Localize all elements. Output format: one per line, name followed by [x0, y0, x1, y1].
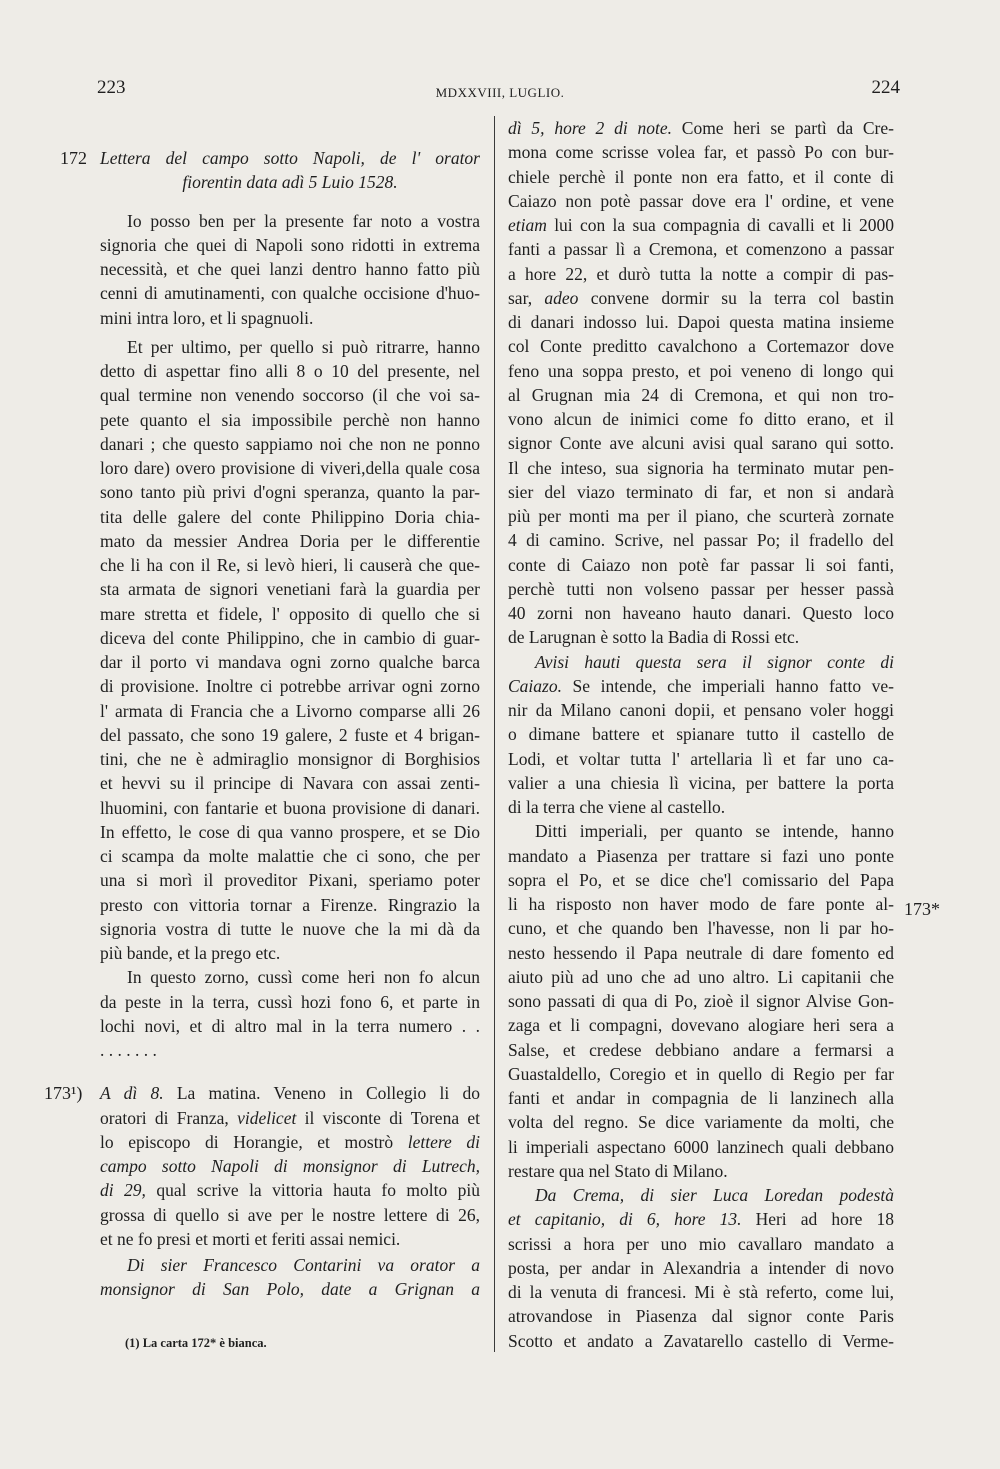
text-line: [100, 408, 480, 432]
text-line: [508, 213, 894, 237]
text-run: tita delle galere del conte Philippino Doria chia-: [100, 506, 480, 527]
text-run: Il che inteso, sua signoria ha terminato mutar pen-: [508, 457, 894, 478]
text-run: sono passati di qua di Po, zioè il signor Alvise Gon-: [508, 991, 894, 1011]
text-run: fanti et andar in compagnia de li lanzinech alla: [508, 1088, 894, 1108]
paragraph: [508, 819, 894, 1183]
text-line: [100, 1106, 480, 1130]
italic-run: Da Crema, di sier Luca Loredan podestà: [535, 1185, 894, 1205]
running-head: MDXXVIII, LUGLIO.: [435, 85, 565, 100]
text-run: del passato, che sono 19 galere, 2 fuste et 4 brigan-: [100, 724, 480, 745]
text-line: [100, 170, 480, 194]
text-line: [100, 699, 480, 723]
text-run: che li ha con il Re, si levò hieri, li causerà che que-: [100, 555, 480, 575]
text-line: [508, 189, 894, 213]
paragraph: [508, 650, 894, 820]
text-run: Salse, et credese debbiano andare a fermarsi a: [508, 1039, 894, 1060]
text-run: mare stretta et fidele, l' opposito di quello che si: [100, 603, 480, 624]
text-line: [100, 505, 480, 529]
text-line: [508, 1183, 894, 1207]
text-line: [508, 310, 894, 334]
italic-run: Caiazo.: [508, 675, 562, 696]
italic-run: Di sier Francesco Contarini va orator a: [127, 1255, 480, 1275]
text-line: [508, 334, 894, 358]
text-line: [508, 844, 894, 868]
text-line: [100, 146, 480, 170]
text-run: et hevvi su il principe di Navara con assai zenti-: [100, 773, 480, 794]
text-line: [508, 165, 894, 189]
text-run: Se intende, che imperiali hanno fatto ve-: [561, 675, 894, 696]
text-run: di danari indosso lui. Dapoi questa matina insieme: [508, 312, 894, 332]
text-run: l' armata di Francia che a Livorno comparse alli 26: [100, 700, 480, 721]
text-line: [508, 1256, 894, 1280]
text-line: [508, 262, 894, 286]
text-line: [100, 796, 480, 820]
text-run: valier a una chiesia lì vicina, per battere la porta: [508, 772, 894, 793]
italic-run: Avisi hauti questa sera il signor conte di: [535, 651, 894, 672]
text-run: tini, che ne è admiraglio monsignor di Borghisios: [100, 749, 480, 769]
text-run: perchè tutti non volseno passar per hesser passà: [508, 578, 894, 599]
text-line: [100, 529, 480, 553]
text-line: [508, 480, 894, 504]
text-line: [100, 650, 480, 674]
text-line: [508, 868, 894, 892]
italic-run: et capitanio, di 6, hore 13.: [508, 1209, 742, 1230]
text-line: [508, 795, 894, 819]
text-line: [508, 1038, 894, 1062]
column-divider: [494, 116, 495, 1352]
text-run: loro dare) overo provisione di viveri,della quale cosa: [100, 458, 480, 478]
text-line: [508, 601, 894, 625]
text-line: [508, 359, 894, 383]
text-run: sopra el Po, et se dice che'l comissario del Papa: [508, 869, 894, 890]
text-line: [508, 286, 894, 310]
text-run: detto di aspettar fino alli 8 o 10 del presente, nel: [100, 361, 480, 381]
text-line: [100, 602, 480, 626]
text-line: [100, 1038, 480, 1062]
margin-note-172: 172: [60, 148, 87, 168]
text-run: La matina. Veneno in Collegio li do: [163, 1083, 480, 1104]
text-line: [508, 674, 894, 698]
text-line: [100, 209, 480, 233]
text-line: [100, 1130, 480, 1154]
right-column: [508, 116, 894, 1353]
text-run: di la venuta di francesi. Mi è stà referto, come lui,: [508, 1282, 894, 1302]
text-line: [100, 1154, 480, 1178]
italic-run: dì 5, hore 2 di note.: [508, 118, 672, 138]
text-line: [508, 965, 894, 989]
text-run: li ha risposto non haver modo de fare ponte al-: [508, 894, 894, 914]
text-run: di provisione. Inoltre ci potrebbe arrivar ogni zorno: [100, 676, 480, 697]
italic-run: videlicet: [237, 1107, 297, 1128]
text-line: [508, 577, 894, 601]
text-run: fanti a passar lì a Cremona, et comenzono a passar: [508, 239, 894, 260]
text-line: [100, 1227, 480, 1251]
text-line: [508, 504, 894, 528]
text-line: [508, 1135, 894, 1159]
text-run: danari ; che questo sappiamo noi che non ne ponno: [100, 433, 480, 454]
text-run: sier del viazo terminato di far, et non si andarà: [508, 481, 894, 502]
text-run: presto con vittoria tornar a Firenze. Ringrazio la: [100, 894, 480, 915]
text-line: [508, 116, 894, 140]
text-line: [100, 553, 480, 577]
text-line: [508, 1207, 894, 1231]
text-run: posta, per andar in Alexandria a intender di novo: [508, 1257, 894, 1278]
text-run: da peste in la terra, cussì hozi fono 6, et parte in: [100, 991, 480, 1012]
text-run: . . . . . . .: [100, 1040, 157, 1060]
text-run: lui con la sua compagnia di cavalli et li 2000: [546, 215, 894, 235]
letter-heading: [100, 146, 480, 195]
text-line: [100, 1253, 480, 1277]
footnote: (1) La carta 172* è bianca.: [125, 1336, 267, 1350]
text-run: Guastaldello, Coregio et in quello di Regio per far: [508, 1063, 894, 1084]
italic-run: lettere di: [407, 1131, 480, 1152]
text-run: zaga et li compagni, dovevano alogiare heri sera a: [508, 1015, 894, 1036]
text-run: li imperiali aspectano 6000 lanzinech quali debbano: [508, 1136, 894, 1157]
text-line: [508, 698, 894, 722]
text-line: [508, 941, 894, 965]
text-run: nesto hessendo il Papa neutrale di dare fomento ed: [508, 942, 894, 963]
text-run: 4 di camino. Scrive, nel passar Po; il fradello del: [508, 530, 894, 551]
text-line: [508, 819, 894, 843]
text-run: il visconte di Torena et: [296, 1107, 480, 1128]
text-line: [508, 722, 894, 746]
text-run: mandato a Piasenza per trattare si fazi uno ponte: [508, 845, 894, 866]
text-line: [508, 383, 894, 407]
text-run: mato da messier Andrea Doria per le differentie: [100, 530, 480, 551]
text-run: de Larugnan è sotto la Badia di Rossi etc.: [508, 627, 800, 648]
text-run: lhuomini, con fantarie et buona provisione di danari.: [100, 797, 480, 818]
text-run: diceva del conte Philippino, che in cambio di guar-: [100, 627, 480, 648]
text-run: cenni di amutinamenti, con qualche occisione d'huo-: [100, 283, 480, 304]
text-run: di la terra che viene al castello.: [508, 797, 726, 817]
text-line: [100, 281, 480, 305]
text-line: [100, 359, 480, 383]
text-line: [100, 383, 480, 407]
text-line: [508, 431, 894, 455]
text-run: Come heri se partì da Cre-: [671, 118, 894, 138]
text-line: [100, 747, 480, 771]
text-line: [508, 1159, 894, 1183]
text-line: [508, 625, 894, 649]
text-line: [508, 1280, 894, 1304]
text-run: o dimane battere et spianare tutto il castello de: [508, 724, 894, 745]
text-run: signoria che quei di Napoli sono ridotti in extrema: [100, 234, 480, 255]
text-run: a hore 22, et durò tutta la notte a compir di pas-: [508, 263, 894, 284]
text-run: conte di Caiazo non potè far passar li soi fanti,: [508, 554, 894, 575]
text-line: [100, 965, 480, 989]
italic-run: Lettera del campo sotto Napoli, de l' orator: [100, 148, 480, 168]
text-line: [508, 1110, 894, 1134]
text-line: [508, 140, 894, 164]
left-column: [100, 146, 480, 1302]
paragraph-continued: [100, 1253, 480, 1302]
text-line: [100, 1203, 480, 1227]
text-run: al Grugnan mia 24 di Cremona, et qui non tro-: [508, 384, 894, 405]
text-run: ci scampa da molte malattie che ci sono, che per: [100, 846, 480, 866]
text-run: più bande, et la prego etc.: [100, 943, 281, 963]
text-line: [508, 1232, 894, 1256]
text-run: Heri ad hore 18: [741, 1209, 894, 1230]
text-run: signor Conte ave alcuni avisi qual sarano qui sotto.: [508, 433, 894, 454]
text-line: [100, 306, 480, 330]
italic-run: fiorentin data adì 5 Luio 1528.: [182, 172, 398, 193]
text-run: atrovandose in Piasenza dal signor conte Paris: [508, 1306, 894, 1327]
text-run: aiuto più ad uno che ad uno altro. Li capitanii che: [508, 966, 894, 987]
text-line: [508, 1304, 894, 1328]
text-run: dar il porto vi mandava ogni zorno qualche barca: [100, 652, 480, 672]
text-line: [100, 257, 480, 281]
text-run: necessità, et che quei lanzi dentro hanno fatto più: [100, 259, 480, 279]
text-run: Io posso ben per la presente far noto a vostra: [127, 210, 480, 231]
text-line: [100, 335, 480, 359]
text-line: [100, 990, 480, 1014]
text-line: [100, 844, 480, 868]
text-line: [100, 868, 480, 892]
text-line: [100, 626, 480, 650]
text-line: [100, 233, 480, 257]
text-run: grossa di quello si ave per le nostre lettere di 26,: [100, 1204, 480, 1225]
text-line: [100, 456, 480, 480]
text-line: [508, 553, 894, 577]
text-run: volta del regno. Se dice variamente da molti, che: [508, 1112, 894, 1133]
text-line: [508, 916, 894, 940]
text-line: [508, 650, 894, 674]
text-line: [100, 1277, 480, 1301]
text-line: [508, 1013, 894, 1037]
text-run: lo episcopo di Horangie, et mostrò: [100, 1131, 408, 1152]
text-run: vono alcun de inimici come fo ditto erano, et il: [508, 409, 894, 429]
text-line: [100, 893, 480, 917]
paragraph: [100, 1081, 480, 1251]
paragraph-continued: [508, 1183, 894, 1353]
text-run: restare qua nel Stato di Milano.: [508, 1160, 728, 1181]
paragraph-carried-over: [508, 116, 894, 650]
text-line: [508, 892, 894, 916]
text-run: qual scrive la vittoria hauta fo molto più: [145, 1180, 480, 1201]
text-run: qual termine non venendo soccorso (il che voi sa-: [100, 385, 480, 406]
text-run: oratori di Franza,: [100, 1107, 238, 1128]
text-run: signoria vostra di tutte le nuove che la mi dà da: [100, 918, 480, 939]
text-run: una si morì il proveditor Pixani, speriamo poter: [100, 870, 480, 891]
text-run: et ne fo presi et morti et feriti assai nemici.: [100, 1228, 401, 1249]
text-line: [508, 1062, 894, 1086]
italic-run: etiam: [508, 215, 547, 235]
italic-run: A dì 8.: [100, 1083, 164, 1104]
text-line: [100, 917, 480, 941]
text-line: [508, 456, 894, 480]
text-line: [100, 432, 480, 456]
text-run: nir da Milano canoni dopii, et pensano voler hoggi: [508, 700, 894, 720]
text-line: [100, 771, 480, 795]
text-run: Caiazo non potè passar dove era l' ordine, et vene: [508, 190, 894, 211]
text-run: Scotto et andato a Zavatarello castello di Verme-: [508, 1330, 894, 1351]
italic-run: adeo: [544, 287, 579, 308]
text-run: mona come scrisse volea far, et passò Po con bur-: [508, 142, 894, 163]
text-line: [100, 941, 480, 965]
text-run: sono tanto più privi d'ogni speranza, quanto la par-: [100, 482, 480, 503]
text-run: lochi novi, et di altro mal in la terra numero . .: [100, 1015, 480, 1036]
text-line: [100, 674, 480, 698]
text-run: Lodi, et voltar tutta l' artellaria lì et far uno ca-: [508, 748, 894, 769]
text-line: [100, 577, 480, 601]
text-line: [508, 237, 894, 261]
text-run: Et per ultimo, per quello si può ritrarre, hanno: [127, 336, 480, 357]
text-line: [100, 723, 480, 747]
text-line: [508, 771, 894, 795]
text-run: pete quanto el sia impossibile perchè non hanno: [100, 409, 480, 430]
paragraph: [100, 209, 480, 330]
text-run: In questo zorno, cussì come heri non fo alcun: [127, 967, 480, 988]
text-run: col Conte preditto cavalchono a Cortemazor dove: [508, 336, 894, 357]
text-line: [508, 1086, 894, 1110]
text-line: [100, 480, 480, 504]
text-line: [100, 1014, 480, 1038]
text-run: sta armata de signori venetiani farà la guardia per: [100, 579, 480, 600]
paragraph: [100, 965, 480, 1062]
text-line: [100, 820, 480, 844]
text-line: [508, 747, 894, 771]
text-run: chiele perchè il ponte non era fatto, et il conte di: [508, 166, 894, 187]
text-run: 40 zorni non haveano hauto danari. Questo loco: [508, 603, 894, 623]
text-line: [508, 989, 894, 1013]
italic-run: monsignor di San Polo, date a Grignan a: [100, 1279, 480, 1300]
paragraph: [100, 335, 480, 966]
text-run: mini intra loro, et li spagnuoli.: [100, 307, 314, 328]
text-line: [508, 407, 894, 431]
text-line: [508, 1329, 894, 1353]
italic-run: campo sotto Napoli di monsignor di Lutrech,: [100, 1156, 480, 1176]
text-run: In effetto, le cose di qua vanno prospere, et se Dio: [100, 821, 480, 842]
text-run: Ditti imperiali, per quanto se intende, hanno: [535, 821, 894, 842]
text-line: [100, 1178, 480, 1202]
text-run: scrissi a hora per uno mio cavallaro mandato a: [508, 1233, 894, 1254]
text-run: feno una soppa presto, et poi veneno di longo qui: [508, 360, 894, 381]
text-run: più per monti ma per il piano, che scurterà zornate: [508, 506, 894, 526]
page-number-left: 223: [97, 77, 126, 98]
margin-note-173-footnote-ref: 173¹): [44, 1083, 83, 1103]
text-line: [508, 528, 894, 552]
margin-note-173-star: 173*: [904, 899, 940, 919]
italic-run: di 29,: [100, 1180, 146, 1201]
text-run: cuno, et che quando ben l'havesse, non li par ho-: [508, 918, 894, 939]
text-line: [100, 1081, 480, 1105]
page-number-right: 224: [871, 77, 900, 98]
text-run: convene dormir su la terra col bastin: [578, 287, 894, 308]
text-run: sar,: [508, 287, 545, 308]
